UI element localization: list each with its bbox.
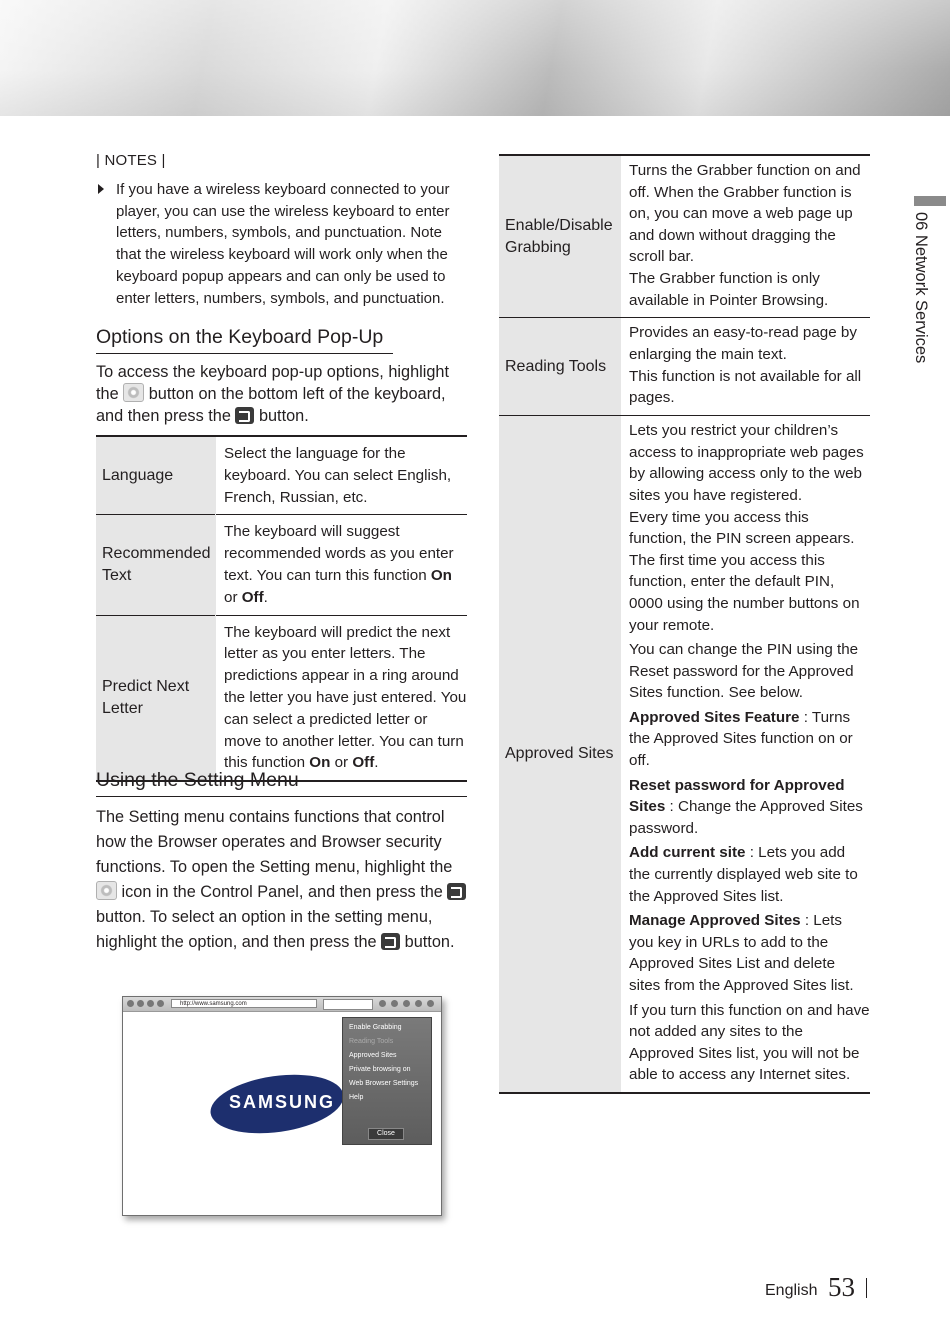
feature-desc: : Change the Approved Sites password. (629, 798, 863, 837)
forward-icon (137, 1000, 144, 1007)
option-desc-text: If you turn this function on and have not added any sites to the Approved Sites list, you will not be able to access any Internet sites. (629, 1001, 870, 1084)
setting-menu (342, 1017, 432, 1145)
setting-heading: Using the Setting Menu (96, 769, 467, 797)
browser-screenshot (122, 996, 442, 1216)
feature-name: Add current site (629, 844, 746, 862)
samsung-logo-text: SAMSUNG (229, 1092, 336, 1112)
keyboard-intro (96, 361, 468, 427)
setting-p4: button. (404, 932, 455, 951)
or-text: or (224, 588, 242, 606)
footer-divider (866, 1278, 867, 1298)
end-text: . (263, 588, 268, 606)
option-desc-text: Turns the Grabber function on and off. When the Grabber function is on, you can move a web page up and down without dragging the scroll bar. (629, 162, 861, 266)
header-banner-gloss (0, 0, 950, 116)
on-text: On (309, 754, 331, 772)
option-desc-text: Lets you restrict your children’s access to inappropriate web pages by allowing access only to the web sites you have registered. (629, 422, 864, 504)
gear-icon (123, 383, 144, 402)
feature-manage-approved-sites (629, 910, 870, 996)
menu-item: Reading Tools (349, 1038, 394, 1045)
option-desc (621, 416, 870, 1093)
off-text: Off (352, 754, 375, 772)
refresh-icon (157, 1000, 164, 1007)
enter-button-icon (381, 933, 400, 950)
menu-item: Private browsing on (349, 1066, 411, 1073)
setting-paragraph (96, 805, 468, 954)
feature-name: Manage Approved Sites (629, 912, 801, 930)
option-label: Language (96, 436, 216, 515)
option-label: Approved Sites (499, 416, 621, 1093)
chapter-label: 06 Network Services (912, 212, 930, 364)
zoom-icon (379, 1000, 386, 1007)
keyboard-heading: Options on the Keyboard Pop-Up (96, 326, 393, 354)
setting-p1: The Setting menu contains functions that control how the Browser operates and Browser security functions. To open the Setting menu, highlight the (96, 808, 453, 876)
gear-icon (96, 881, 117, 900)
option-desc-text: This function is not available for all pages. (629, 367, 862, 407)
end-text: . (374, 754, 379, 772)
browser-toolbar (123, 997, 441, 1012)
on-text: On (430, 566, 452, 584)
table-row (96, 515, 467, 615)
table-row (499, 155, 870, 318)
feature-reset-password (629, 775, 870, 840)
option-desc: Select the language for the keyboard. You can select English, French, Russian, etc. (224, 445, 452, 506)
option-label: Reading Tools (499, 318, 621, 416)
menu-item: Web Browser Settings (349, 1080, 419, 1087)
keyboard-intro-1: To access the keyboard pop-up options, highlight the (96, 363, 449, 403)
window-icon (391, 1000, 398, 1007)
feature-desc: : Turns the Approved Sites function on or off. (629, 708, 853, 770)
footer-language: English (765, 1282, 818, 1299)
keyboard-intro-2: button on the bottom left of the keyboard, and then press the (96, 385, 446, 425)
chapter-tab (914, 196, 946, 206)
keyboard-intro-3: button. (258, 407, 309, 425)
off-text: Off (241, 588, 264, 606)
back-icon (127, 1000, 134, 1007)
option-desc (621, 318, 870, 416)
option-desc (216, 615, 468, 781)
home-icon (147, 1000, 154, 1007)
option-label: Enable/Disable Grabbing (499, 155, 621, 318)
option-desc-text: The keyboard will suggest recommended words as you enter text. You can turn this function (224, 523, 454, 584)
bookmark-icon (403, 1000, 410, 1007)
table-row (499, 318, 870, 416)
notes-title: | NOTES | (96, 152, 166, 169)
option-desc-text: You can change the PIN using the Reset password for the Approved Sites function. See below. (629, 641, 859, 702)
feature-name: Approved Sites Feature (629, 708, 800, 726)
keyboard-options-table (96, 435, 467, 782)
setting-p2: icon in the Control Panel, and then press the (121, 882, 443, 901)
enter-button-icon (235, 407, 254, 424)
table-row (96, 436, 467, 515)
feature-desc: : Lets you key in URLs to add to the Approved Sites List and delete sites from the Approved Sites list. (629, 912, 854, 994)
setting-options-table (499, 154, 870, 1094)
feature-desc: : Lets you add the currently displayed web site to the Approved Sites list. (629, 844, 858, 905)
table-row (499, 416, 870, 1093)
search-field (323, 999, 373, 1010)
option-desc-text: The Grabber function is only available in Pointer Browsing. (629, 269, 829, 309)
feature-name: Reset password for Approved Sites (629, 776, 845, 816)
menu-item: Approved Sites (349, 1052, 397, 1059)
menu-item: Enable Grabbing (349, 1024, 402, 1031)
page-number: 53 (828, 1272, 855, 1302)
option-desc-text: Every time you access this function, the PIN screen appears. The first time you access this function, enter the default PIN, 0000 using the number buttons on your remote. (629, 508, 860, 634)
note-item: If you have a wireless keyboard connected to your player, you can use the wireless keyboard to enter letters, numbers, symbols, and punctuation. Note that the wireless keyboard will work only when the keyboard popup appears and can only be used to enter letters, numbers, symbols, and punctuation. (116, 181, 450, 307)
option-desc (216, 515, 468, 615)
setting-p3: button. To select an option in the setting menu, highlight the option, and then press the (96, 907, 433, 951)
option-label: Recommended Text (96, 515, 216, 615)
option-desc-text: The keyboard will predict the next letter as you enter letters. The predictions appear in a ring around the letter you have just entered. You can select a predicted letter or move to another letter. You can turn this function (224, 623, 467, 772)
bullet-arrow-icon (98, 184, 104, 194)
close-icon (427, 1000, 434, 1007)
table-row (96, 615, 467, 781)
url-field: http://www.samsung.com (171, 999, 317, 1008)
option-desc (621, 155, 870, 318)
or-text: or (330, 754, 353, 772)
menu-item: Help (349, 1094, 364, 1101)
enter-button-icon (447, 883, 466, 900)
option-label: Predict Next Letter (96, 615, 216, 781)
close-button: Close (368, 1128, 404, 1140)
option-desc-text: Provides an easy-to-read page by enlarging the main text. (629, 324, 857, 364)
feature-approved-sites (629, 707, 870, 772)
feature-add-current-site (629, 842, 870, 907)
settings-icon (415, 1000, 422, 1007)
